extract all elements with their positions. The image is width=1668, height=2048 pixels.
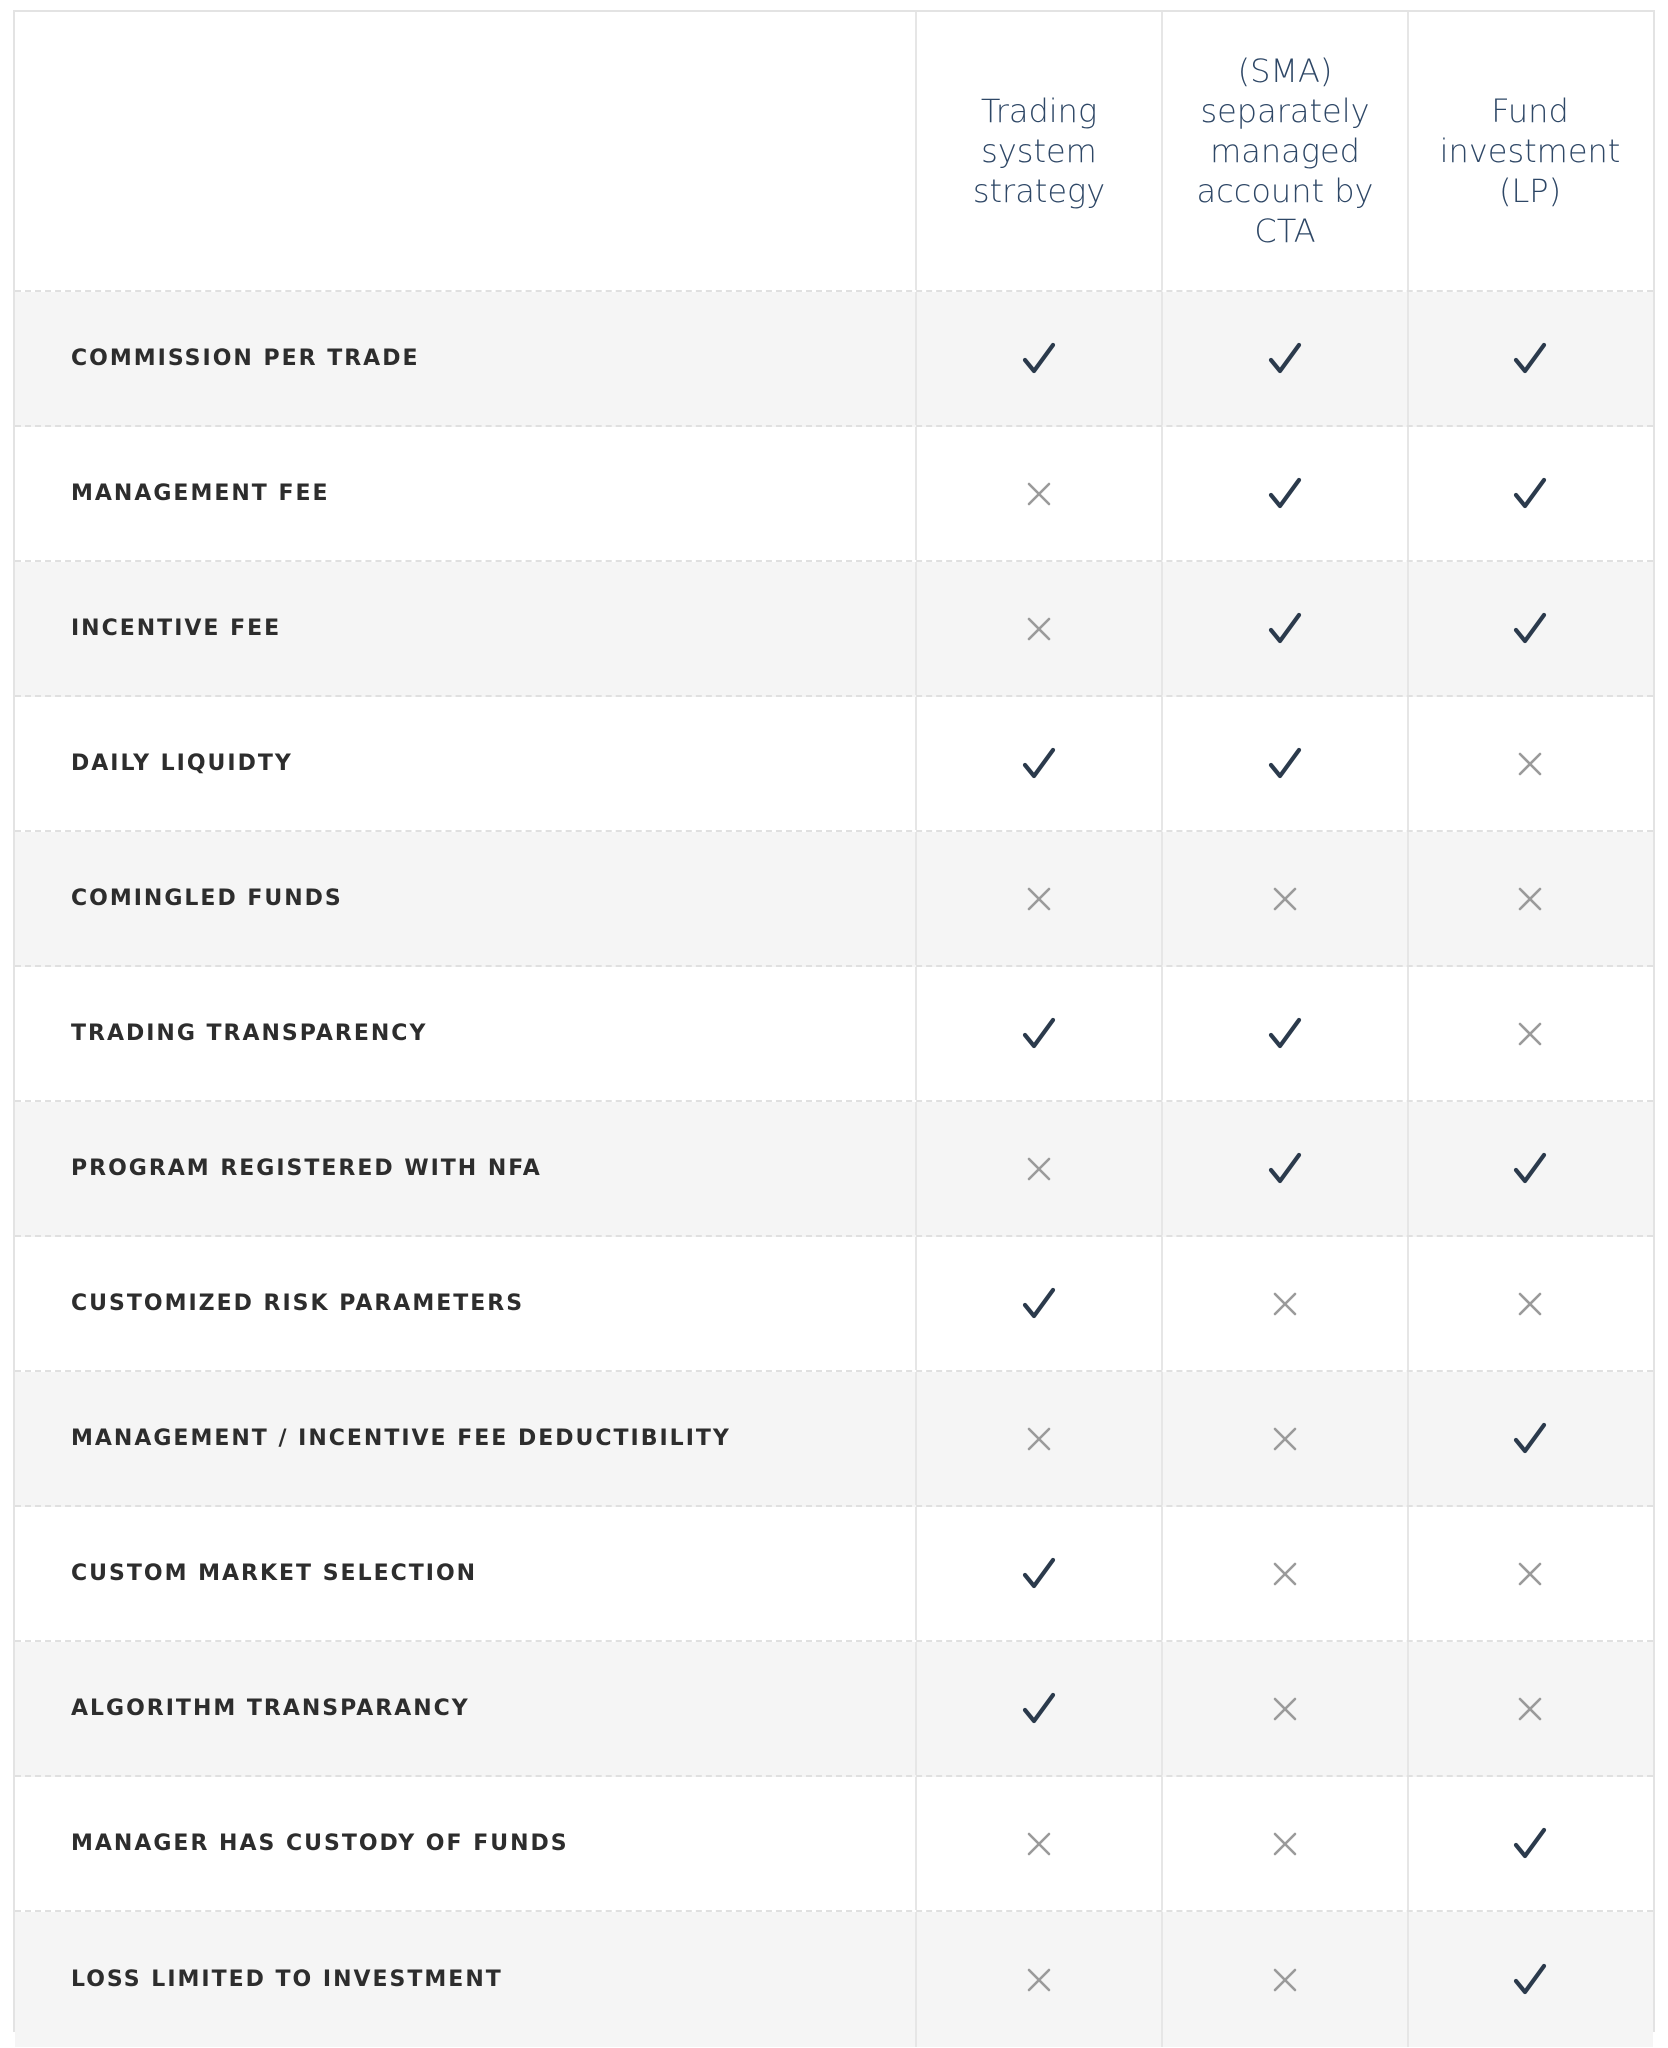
check-icon <box>1265 1014 1305 1054</box>
cell-trading-system <box>915 832 1161 965</box>
cross-icon <box>1272 1426 1298 1452</box>
table-header-row <box>15 12 1653 292</box>
cell-trading-system <box>915 1237 1161 1370</box>
check-icon <box>1510 1960 1550 2000</box>
check-icon <box>1019 1689 1059 1729</box>
cell-trading-system <box>915 1642 1161 1775</box>
row-label-cell <box>15 697 915 830</box>
cell-trading-system <box>915 292 1161 425</box>
cross-icon <box>1272 1696 1298 1722</box>
header-col-fund <box>1407 12 1651 290</box>
row-label: CUSTOM MARKET SELECTION <box>71 1561 478 1586</box>
table-row <box>15 1507 1653 1642</box>
cell-fund <box>1407 292 1651 425</box>
check-icon <box>1019 1014 1059 1054</box>
row-label: COMMISSION PER TRADE <box>71 346 420 371</box>
cell-sma <box>1161 1507 1407 1640</box>
row-label-cell <box>15 967 915 1100</box>
column-title: Fund investment (LP) <box>1439 92 1621 210</box>
check-icon <box>1510 1419 1550 1459</box>
cell-sma <box>1161 427 1407 560</box>
check-icon <box>1510 339 1550 379</box>
cell-fund <box>1407 832 1651 965</box>
header-col-sma <box>1161 12 1407 290</box>
cross-icon <box>1517 1561 1543 1587</box>
check-icon <box>1019 744 1059 784</box>
cell-sma <box>1161 832 1407 965</box>
cross-icon <box>1272 886 1298 912</box>
cell-sma <box>1161 1372 1407 1505</box>
row-label: ALGORITHM TRANSPARANCY <box>71 1696 470 1721</box>
table-row <box>15 1102 1653 1237</box>
table-row <box>15 967 1653 1102</box>
row-label-cell <box>15 1372 915 1505</box>
row-label: MANAGER HAS CUSTODY OF FUNDS <box>71 1831 569 1856</box>
cell-sma <box>1161 562 1407 695</box>
cell-fund <box>1407 427 1651 560</box>
check-icon <box>1510 1149 1550 1189</box>
cell-fund <box>1407 1642 1651 1775</box>
row-label: TRADING TRANSPARENCY <box>71 1021 428 1046</box>
row-label-cell <box>15 832 915 965</box>
check-icon <box>1265 339 1305 379</box>
cross-icon <box>1026 1426 1052 1452</box>
cross-icon <box>1272 1831 1298 1857</box>
check-icon <box>1510 609 1550 649</box>
cross-icon <box>1517 886 1543 912</box>
cell-fund <box>1407 1372 1651 1505</box>
cross-icon <box>1026 1967 1052 1993</box>
check-icon <box>1265 474 1305 514</box>
row-label: COMINGLED FUNDS <box>71 886 343 911</box>
cross-icon <box>1517 1696 1543 1722</box>
cross-icon <box>1026 886 1052 912</box>
table-row <box>15 1777 1653 1912</box>
cell-sma <box>1161 292 1407 425</box>
table-row <box>15 1237 1653 1372</box>
row-label-cell <box>15 1777 915 1910</box>
check-icon <box>1510 474 1550 514</box>
column-title: Trading system strategy <box>972 92 1106 210</box>
cell-trading-system <box>915 967 1161 1100</box>
check-icon <box>1510 1824 1550 1864</box>
cross-icon <box>1026 481 1052 507</box>
row-label-cell <box>15 1102 915 1235</box>
row-label-cell <box>15 1507 915 1640</box>
check-icon <box>1019 339 1059 379</box>
cell-sma <box>1161 967 1407 1100</box>
row-label-cell <box>15 1642 915 1775</box>
row-label-cell <box>15 1237 915 1370</box>
cell-fund <box>1407 697 1651 830</box>
table-row <box>15 697 1653 832</box>
row-label-cell <box>15 427 915 560</box>
table-row <box>15 292 1653 427</box>
cross-icon <box>1272 1561 1298 1587</box>
cell-trading-system <box>915 1102 1161 1235</box>
check-icon <box>1265 744 1305 784</box>
row-label: MANAGEMENT / INCENTIVE FEE DEDUCTIBILITY <box>71 1426 731 1451</box>
table-row <box>15 1642 1653 1777</box>
cell-sma <box>1161 697 1407 830</box>
table-row <box>15 1912 1653 2047</box>
cross-icon <box>1026 1156 1052 1182</box>
check-icon <box>1265 609 1305 649</box>
row-label-cell <box>15 292 915 425</box>
cell-fund <box>1407 1912 1651 2047</box>
check-icon <box>1019 1554 1059 1594</box>
row-label-cell <box>15 562 915 695</box>
comparison-table <box>13 10 1655 2032</box>
row-label: LOSS LIMITED TO INVESTMENT <box>71 1967 503 1992</box>
row-label: MANAGEMENT FEE <box>71 481 330 506</box>
row-label: CUSTOMIZED RISK PARAMETERS <box>71 1291 525 1316</box>
cross-icon <box>1517 751 1543 777</box>
cell-trading-system <box>915 1912 1161 2047</box>
cell-trading-system <box>915 427 1161 560</box>
cell-sma <box>1161 1912 1407 2047</box>
header-label-cell <box>15 12 915 290</box>
header-col-trading-system <box>915 12 1161 290</box>
cell-trading-system <box>915 1507 1161 1640</box>
cell-sma <box>1161 1642 1407 1775</box>
cross-icon <box>1272 1291 1298 1317</box>
cell-trading-system <box>915 1372 1161 1505</box>
table-row <box>15 1372 1653 1507</box>
table-row <box>15 832 1653 967</box>
cross-icon <box>1272 1967 1298 1993</box>
cell-fund <box>1407 1777 1651 1910</box>
check-icon <box>1019 1284 1059 1324</box>
cell-fund <box>1407 1237 1651 1370</box>
cross-icon <box>1517 1291 1543 1317</box>
cell-sma <box>1161 1777 1407 1910</box>
cell-sma <box>1161 1237 1407 1370</box>
column-title: (SMA) separately managed account by CTA <box>1196 52 1374 250</box>
row-label-cell <box>15 1912 915 2047</box>
table-row <box>15 427 1653 562</box>
row-label: DAILY LIQUIDTY <box>71 751 293 776</box>
cell-trading-system <box>915 1777 1161 1910</box>
check-icon <box>1265 1149 1305 1189</box>
cell-sma <box>1161 1102 1407 1235</box>
cross-icon <box>1026 1831 1052 1857</box>
cell-fund <box>1407 967 1651 1100</box>
cell-fund <box>1407 562 1651 695</box>
cell-trading-system <box>915 562 1161 695</box>
cell-fund <box>1407 1507 1651 1640</box>
cell-trading-system <box>915 697 1161 830</box>
row-label: INCENTIVE FEE <box>71 616 282 641</box>
cell-fund <box>1407 1102 1651 1235</box>
table-row <box>15 562 1653 697</box>
cross-icon <box>1026 616 1052 642</box>
row-label: PROGRAM REGISTERED WITH NFA <box>71 1156 542 1181</box>
cross-icon <box>1517 1021 1543 1047</box>
